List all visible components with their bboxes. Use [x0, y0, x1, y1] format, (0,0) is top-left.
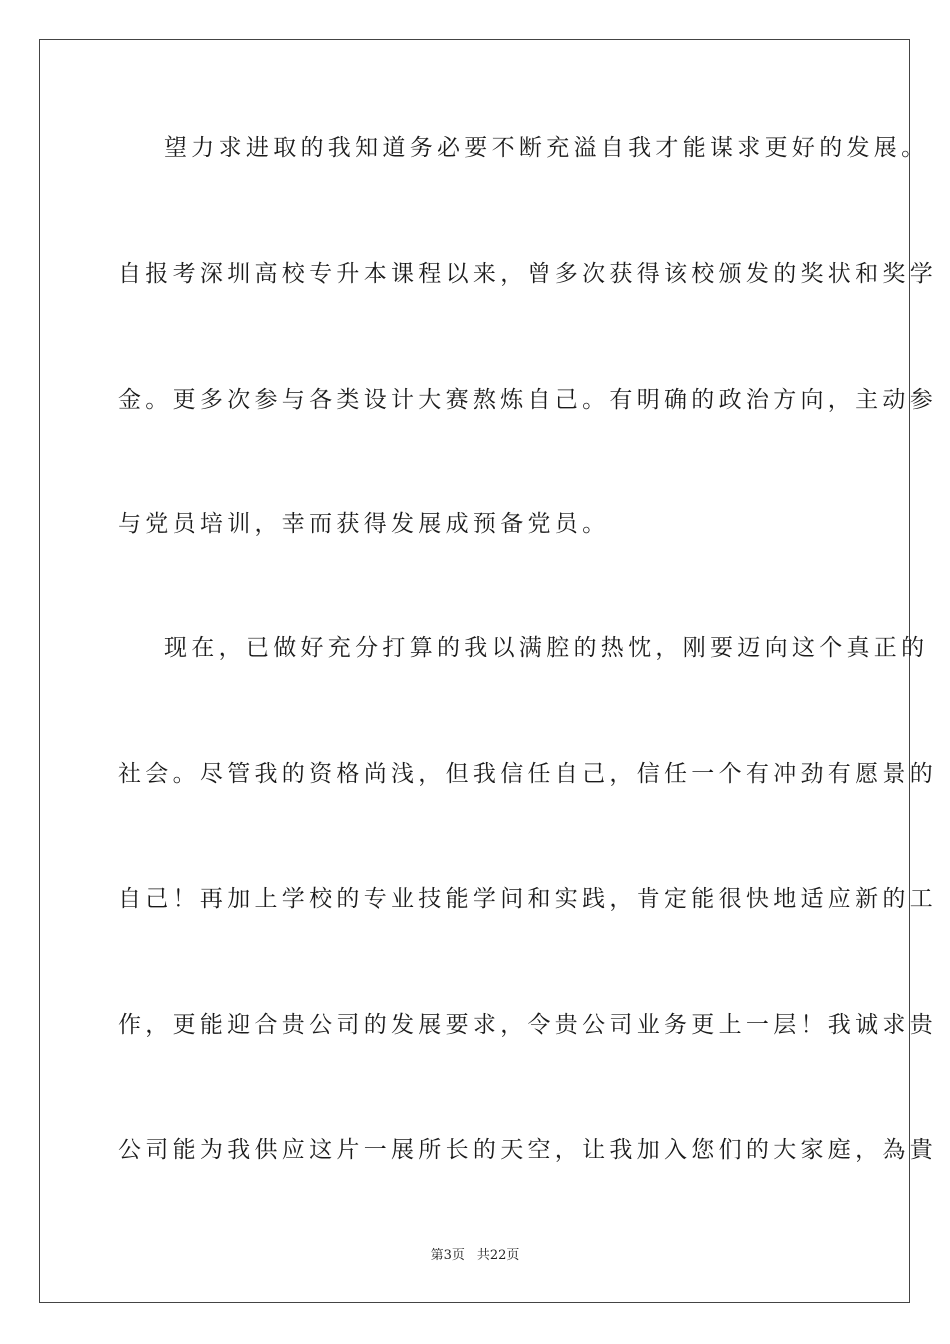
- page-footer: [0, 1247, 950, 1265]
- text-line: 作，更能迎合贵公司的发展要求，令贵公司业务更上一层！我诚求贵: [118, 1012, 937, 1038]
- page-number: 第3页: [430, 1248, 465, 1263]
- text-line: 自己！再加上学校的专业技能学问和实践，肯定能很快地适应新的工: [118, 886, 937, 912]
- text-line: 望力求进取的我知道务必要不断充溢自我才能谋求更好的发展。: [164, 135, 929, 161]
- text-line: 与党员培训，幸而获得发展成预备党员。: [118, 511, 610, 537]
- text-line: 社会。尽管我的资格尚浅，但我信任自己，信任一个有冲劲有愿景的: [118, 761, 937, 787]
- text-line: 现在，已做好充分打算的我以满腔的热忱，刚要迈向这个真正的: [164, 635, 929, 661]
- page-total: 共22页: [476, 1248, 520, 1263]
- text-line: 金。更多次参与各类设计大赛熬炼自己。有明确的政治方向，主动参: [118, 387, 937, 413]
- text-line: 自报考深圳高校专升本课程以来，曾多次获得该校颁发的奖状和奖学: [118, 261, 937, 287]
- text-line: 公司能为我供应这片一展所长的天空，让我加入您们的大家庭，為貴: [118, 1137, 937, 1163]
- page-border: [39, 39, 937, 1303]
